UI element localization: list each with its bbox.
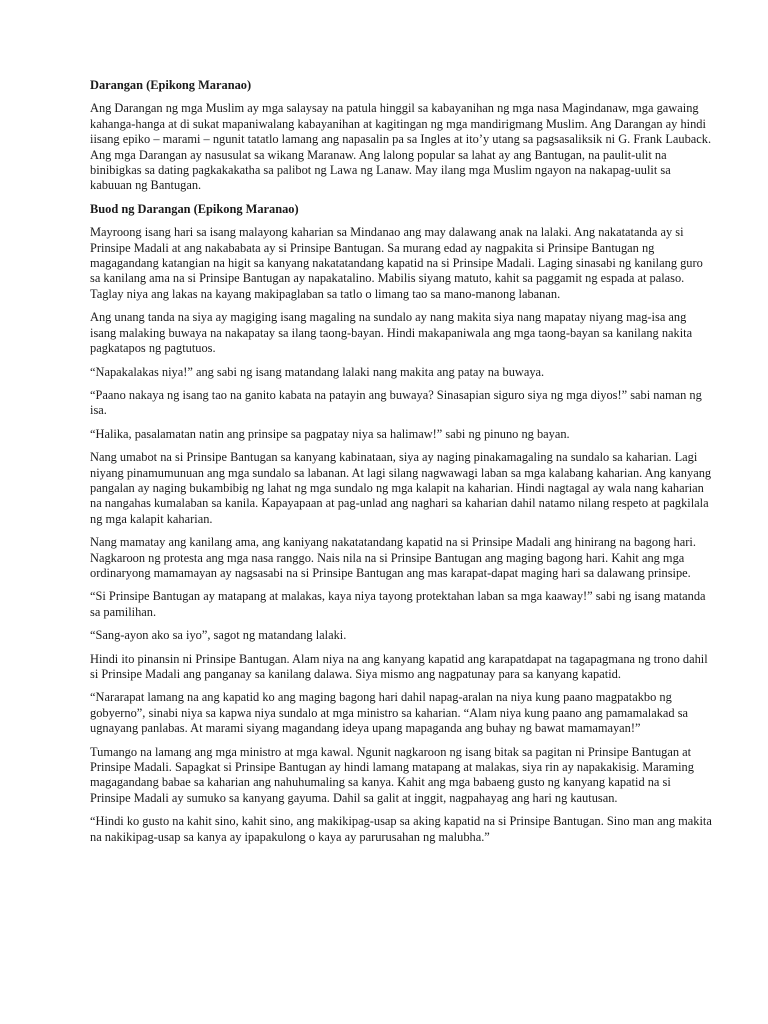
document-page [90,78,714,853]
body-paragraph: “Hindi ko gusto na kahit sino, kahit sino, ang makikipag-usap sa aking kapatid na si Prinsipe Bantugan. Sino man ang makita na nakikipag-usap sa kanya ay ipapakulong o kaya ay parurusahan ng malubha.” [90,814,712,844]
body-paragraph: Nang mamatay ang kanilang ama, ang kaniyang nakatatandang kapatid na si Prinsipe Madali ang hinirang na bagong hari. Nagkaroon ng protesta ang mga nasa ranggo. Nais nila na si Prinsipe Bantugan ang maging bagong hari. Kahit ang mga ordinaryong mamamayan ay nagsasabi na si Prinsipe Bantugan ang mas karapat-dapat maging hari sa dalawang prinsipe. [90,535,696,580]
body-paragraph: “Paano nakaya ng isang tao na ganito kabata na patayin ang buwaya? Sinasapian siguro siya ng mga diyos!” sabi naman ng isa. [90,387,702,418]
body-paragraph: Ang unang tanda na siya ay magiging isang magaling na sundalo ay nang makita siya nang mapatay niyang mag-isa ang isang malaking buwaya na nakapatay sa ilang taong-bayan. Hindi makapaniwala ang mga taong-bayan sa kanilang nakita pagkatapos ng pagtutuos. [90,310,693,356]
body-paragraph: “Halika, pasalamatan natin ang prinsipe sa pagpatay niya sa halimaw!” sabi ng pinuno ng bayan. [90,426,570,441]
body-paragraph: Tumango na lamang ang mga ministro at mga kawal. Ngunit nagkaroon ng isang bitak sa pagitan ni Prinsipe Bantugan at Prinsipe Madali. Sapagkat si Prinsipe Bantugan ay hindi lamang matapang at malakas, siya rin ay napakakisig. Maraming magagandang babae sa kaharian ang nahuhumaling sa kanya. Kahit ang mga babaeng gusto ng kanyang kapatid na si Prinsipe Madali ay sumuko sa kanyang gayuma. Dahil sa galit at inggit, nagpahayag ang hari ng kautusan. [90,744,694,805]
body-paragraph: Nang umabot na si Prinsipe Bantugan sa kanyang kabinataan, siya ay naging pinakamagaling na sundalo sa kaharian. Lagi niyang pinamumunuan ang mga sundalo sa labanan. At lagi silang nagwawagi laban sa mga kalabang kaharian. Ang kanyang pangalan ay naging bukambibig ng lahat ng mga sundalo ng mga kalapit na kaharian. Hindi nagtagal ay wala nang kaharian na nangahas kumalaban sa kanila. Kapayapaan at pag-unlad ang naghari sa kaharian dahil natamo nilang respeto at pagkilala ng mga kalapit kaharian. [90,450,712,526]
body-paragraph: “Si Prinsipe Bantugan ay matapang at malakas, kaya niya tayong protektahan laban sa mga kaaway!” sabi ng isang matanda sa pamilihan. [90,589,706,619]
body-paragraph: Hindi ito pinansin ni Prinsipe Bantugan. Alam niya na ang kanyang kapatid ang karapatdapat na tagapagmana ng trono dahil si Prinsipe Madali ang panganay sa kanilang dalawa. Siya mismo ang nagpatunay para sa kanyang kapatid. [90,651,708,681]
document-subtitle: Buod ng Darangan (Epikong Maranao) [90,201,299,216]
intro-paragraph: Ang Darangan ng mga Muslim ay mga salaysay na patula hinggil sa kabayanihan ng mga nasa Magindanaw, mga gawaing kahanga-hanga at di sukat mapaniwalang kabayanihan at kagitingan ng mga mandirigmang Muslim. Ang Darangan ay hindi iisang epiko – marami – ngunit tatatlo lamang ang napasalin pa sa Ingles at ito’y utang sa pagsasaliksik ni G. Frank Lauback. Ang mga Darangan ay nasusulat sa wikang Maranaw. Ang lalong popular sa lahat ay ang Bantugan, na paulit-ulit na binibigkas sa dating pagkakakatha sa palibot ng Lawa ng Lanaw. May ilang mga Muslim ngayon na nakapag-uulit sa kabuuan ng Bantugan. [90,101,712,193]
body-paragraph: Mayroong isang hari sa isang malayong kaharian sa Mindanao ang may dalawang anak na lalaki. Ang nakatatanda ay si Prinsipe Madali at ang nakababata ay si Prinsipe Bantugan. Sa murang edad ay nagpakita si Prinsipe Bantugan ng magagandang katangian na higit sa kanyang nakatatandang kapatid na si Prinsipe Madali. Laging sinasabi ng kanilang guro sa kanilang ama na si Prinsipe Bantugan ay napakatalino. Mabilis siyang matuto, kahit sa paggamit ng espada at palaso. Taglay niya ang lakas na kayang makipaglaban sa tatlo o limang tao sa mano-manong labanan. [90,225,703,301]
body-paragraph: “Nararapat lamang na ang kapatid ko ang maging bagong hari dahil napag-aralan na niya kung paano magpatakbo ng gobyerno”, sinabi niya sa kapwa niya sundalo at mga ministro sa kaharian. “Alam niya kung paano ang pamamalakad sa ugnayang panlabas. At marami siyang magandang ideya upang mapaganda ang buhay ng bawat mamamayan!” [90,690,689,736]
body-paragraph: “Napakalakas niya!” ang sabi ng isang matandang lalaki nang makita ang patay na buwaya. [90,364,545,379]
body-paragraph: “Sang-ayon ako sa iyo”, sagot ng matandang lalaki. [90,628,347,643]
document-title: Darangan (Epikong Maranao) [90,78,252,92]
